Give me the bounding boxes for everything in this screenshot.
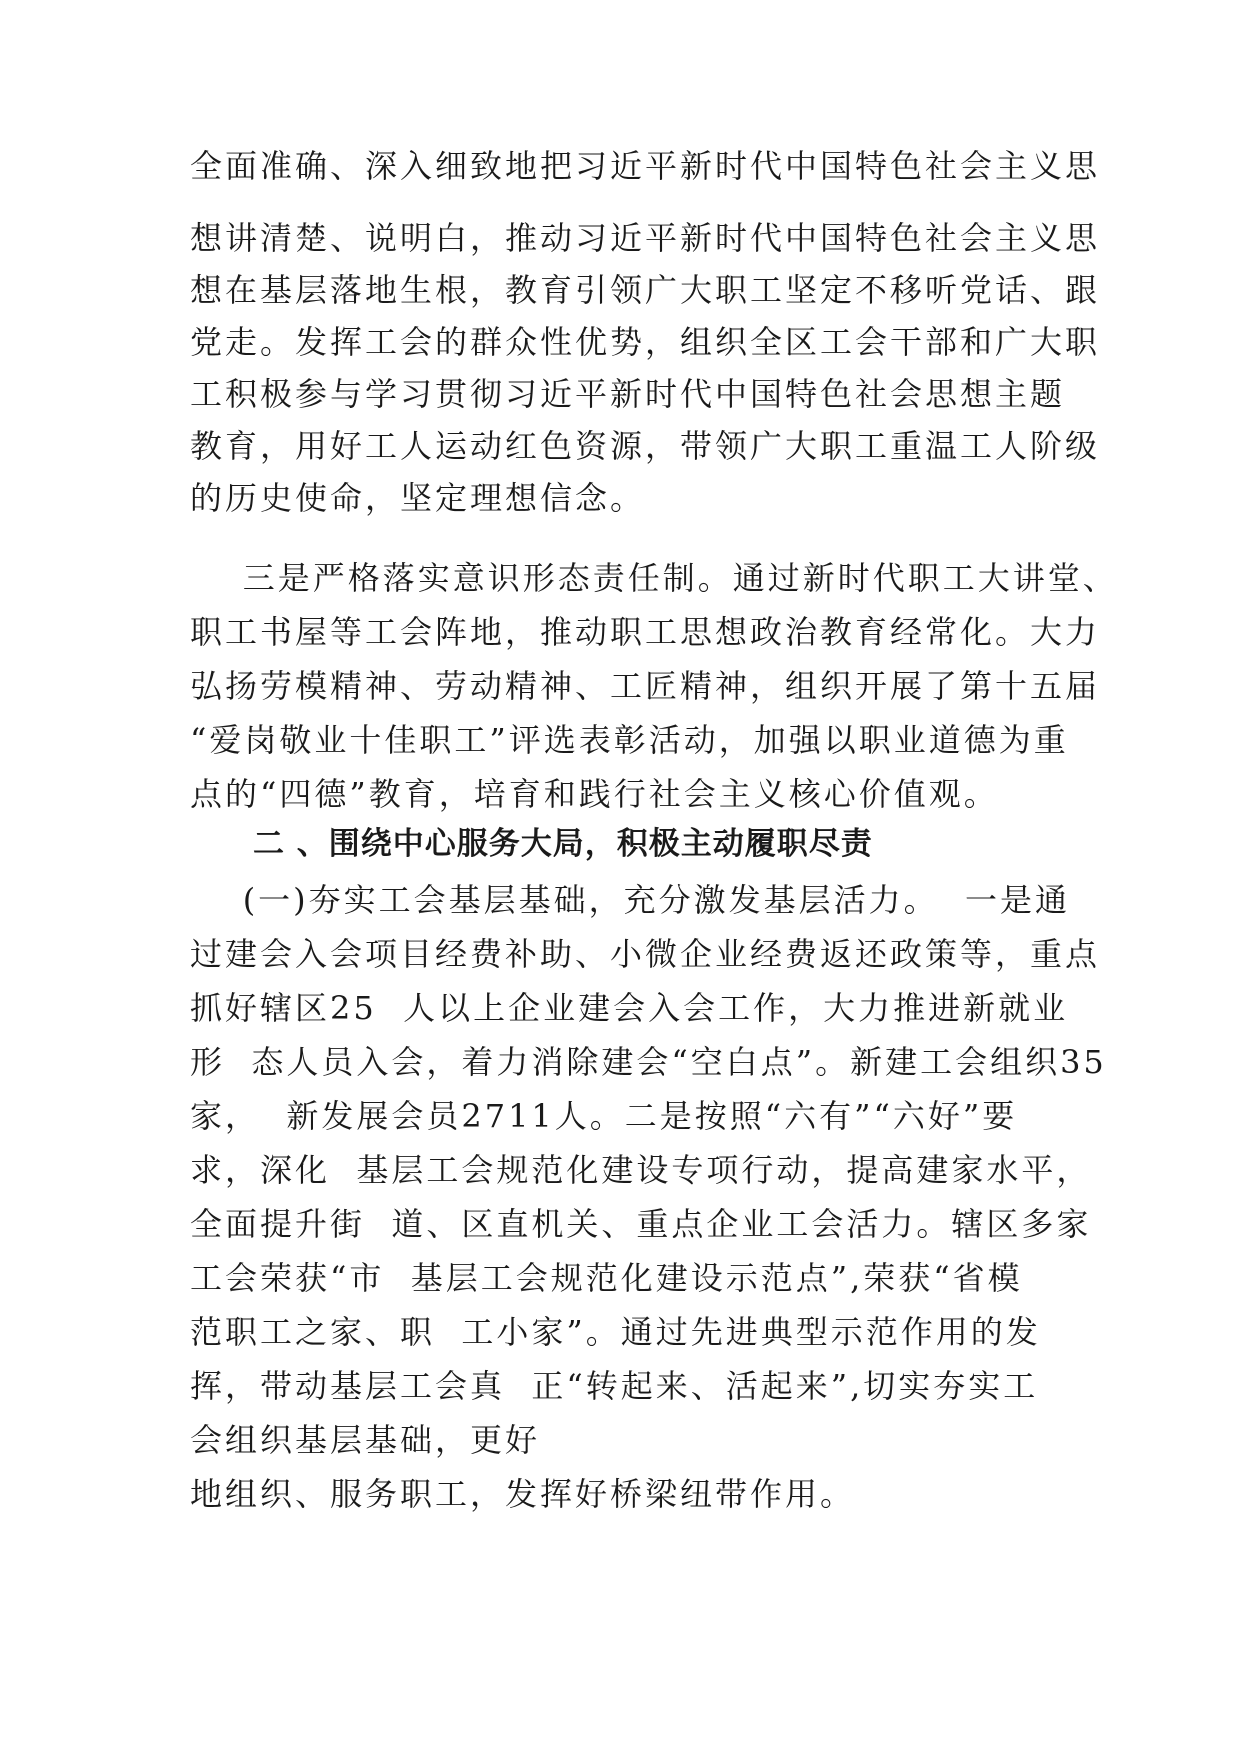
paragraph-line: 全面提升街 道、区直机关、重点企业工会活力。辖区多家 <box>190 1205 1092 1243</box>
paragraph-line: 弘扬劳模精神、劳动精神、工匠精神，组织开展了第十五届 <box>190 667 1101 705</box>
paragraph-line: 想在基层落地生根，教育引领广大职工坚定不移听党话、跟 <box>190 271 1101 309</box>
section-heading: 二 、围绕中心服务大局，积极主动履职尽责 <box>253 826 873 862</box>
paragraph-line: 三是严格落实意识形态责任制。通过新时代职工大讲堂、 <box>190 559 1118 597</box>
paragraph-line: 挥，带动基层工会真 正“转起来、活起来”,切实夯实工 <box>190 1367 1039 1405</box>
paragraph-line: 形 态人员入会，着力消除建会“空白点”。新建工会组织35 <box>190 1043 1107 1081</box>
paragraph-line: 抓好辖区25 人以上企业建会入会工作，大力推进新就业 <box>190 989 1069 1027</box>
paragraph-line: 过建会入会项目经费补助、小微企业经费返还政策等，重点 <box>190 935 1101 973</box>
paragraph-line: 工积极参与学习贯彻习近平新时代中国特色社会思想主题 <box>190 375 1066 413</box>
paragraph-line: 会组织基层基础，更好 <box>190 1421 541 1459</box>
paragraph-line: 家， 新发展会员2711人。二是按照“六有”“六好”要 <box>190 1097 1018 1135</box>
paragraph-line: 全面准确、深入细致地把习近平新时代中国特色社会主义思 <box>190 147 1101 185</box>
paragraph-line: 点的“四德”教育，培育和践行社会主义核心价值观。 <box>190 775 999 813</box>
paragraph-line: (一)夯实工会基层基础，充分激发基层活力。 一是通 <box>190 881 1071 919</box>
paragraph-line: 想讲清楚、说明白，推动习近平新时代中国特色社会主义思 <box>190 219 1101 257</box>
paragraph-line: 地组织、服务职工，发挥好桥梁纽带作用。 <box>190 1475 856 1513</box>
paragraph-line: 求，深化 基层工会规范化建设专项行动，提高建家水平， <box>190 1151 1092 1189</box>
paragraph-line: “爱岗敬业十佳职工”评选表彰活动，加强以职业道德为重 <box>190 721 1069 759</box>
paragraph-line: 工会荣获“市 基层工会规范化建设示范点”,荣获“省模 <box>190 1259 1023 1297</box>
paragraph-line: 党走。发挥工会的群众性优势，组织全区工会干部和广大职 <box>190 323 1101 361</box>
paragraph-line: 范职工之家、职 工小家”。通过先进典型示范作用的发 <box>190 1313 1041 1351</box>
paragraph-line: 教育，用好工人运动红色资源，带领广大职工重温工人阶级 <box>190 427 1101 465</box>
paragraph-line: 的历史使命，坚定理想信念。 <box>190 479 646 517</box>
paragraph-line: 职工书屋等工会阵地，推动职工思想政治教育经常化。大力 <box>190 613 1101 651</box>
